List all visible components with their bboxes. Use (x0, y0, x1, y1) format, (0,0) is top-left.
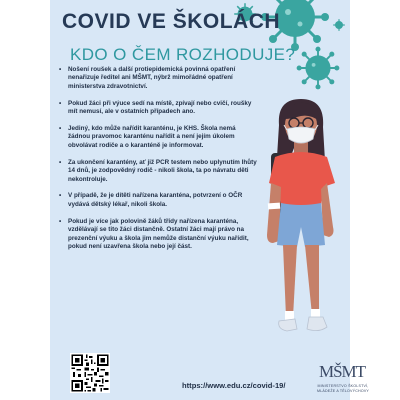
logo-line: MLÁDEŽE A TĚLOVÝCHOVY (316, 388, 370, 393)
rule-item: • Pokud je více jak polovině žáků třídy nařízena karanténa, vzdělávají se tito žáci distančně. Ostatní žáci mají právo na prezenční výuku a škola jim nemůže distanční výuku nařídit, pokud není uzavřena škola nebo její část. (59, 218, 259, 252)
qr-code-icon[interactable] (70, 353, 110, 393)
rule-item: • Nošení roušek a další protiepidemická povinná opatření nenařizuje ředitel ani MŠMT, nýbrž mimořádné opatření ministerstva zdravotnictví. (59, 66, 259, 91)
website-link[interactable]: https://www.edu.cz/covid-19/ (182, 381, 286, 390)
rule-item: • Pokud žáci při výuce sedí na místě, zpívají nebo cvičí, roušky mít nemusí, ale v ostatních případech ano. (59, 100, 259, 117)
logo-caption (312, 384, 374, 393)
rule-item: • Za ukončení karantény, ať již PCR testem nebo uplynutím lhůty 14 dnů, je zodpovědný rodič - nikoli škola, ta po návratu děti nekontroluje. (59, 159, 259, 184)
virus-icon (296, 46, 340, 90)
poster-title: COVID VE ŠKOLÁCH (62, 10, 281, 33)
msmt-logo-mark: MŠMT (318, 362, 366, 381)
poster (50, 0, 370, 400)
rule-item: • Jediný, kdo může nařídit karanténu, je KHS. Škola nemá žádnou pravomoc karanténu nařídit a není jejím úkolem obvolávat rodiče a o karanténě je informovat. (59, 125, 259, 150)
rule-item: • V případě, že je dítěti nařízena karanténa, potvrzení o OČR vydává dětský lékař, nikoli škola. (59, 192, 259, 209)
poster-subtitle: KDO O ČEM ROZHODUJE? (70, 45, 296, 64)
rules-list (59, 66, 259, 260)
virus-icon (332, 18, 346, 32)
msmt-logo (312, 355, 372, 397)
logo-line: MINISTERSTVO ŠKOLSTVÍ, (317, 384, 369, 388)
msmt-logo-icon (318, 355, 366, 383)
girl-with-mask-illustration (253, 95, 345, 347)
